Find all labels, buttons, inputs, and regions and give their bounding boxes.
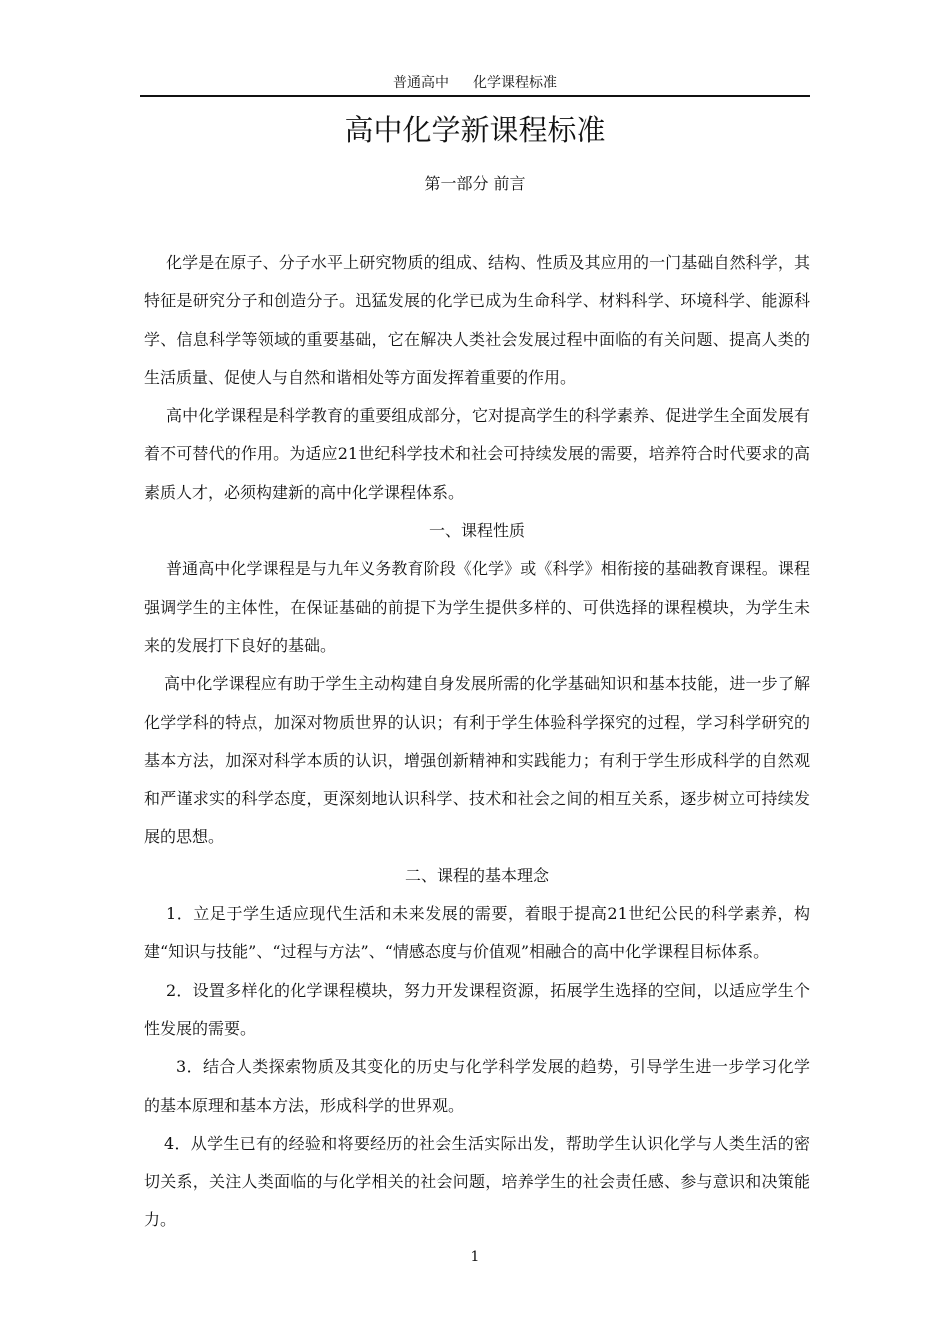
header-rule [140,95,810,97]
principle-item-2: 2．设置多样化的化学课程模块，努力开发课程资源，拓展学生选择的空间，以适应学生个性发展的需要。 [144,980,810,1038]
section-heading-1: 一、课程性质 [428,521,525,541]
running-header-left: 普通高中 [393,75,449,91]
intro-paragraph-1: 化学是在原子、分子水平上研究物质的组成、结构、性质及其应用的一门基础自然科学，其特征是研究分子和创造分子。迅猛发展的化学已成为生命科学、材料科学、环境科学、能源科学、信息科学等领域的重要基础，它在解决人类社会发展过程中面临的有关问题、提高人类的生活质量、促使人与自然和谐相处等方面发挥着重要的作用。 [144,253,810,387]
document-body [144,244,810,1240]
section-heading-2: 二、课程的基本理念 [404,865,549,885]
section1-paragraph-1: 普通高中化学课程是与九年义务教育阶段《化学》或《科学》相衔接的基础教育课程。课程强调学生的主体性，在保证基础的前提下为学生提供多样的、可供选择的课程模块，为学生未来的发展打下良好的基础。 [144,559,810,655]
principle-item-1: 1．立足于学生适应现代生活和未来发展的需要，着眼于提高21世纪公民的科学素养，构建“知识与技能”、“过程与方法”、“情感态度与价值观”相融合的高中化学课程目标体系。 [144,904,810,962]
page-number: 1 [470,1249,480,1265]
document-title: 高中化学新课程标准 [344,113,606,147]
part-title: 第一部分 前言 [424,174,526,193]
running-header-right: 化学课程标准 [473,75,557,91]
intro-paragraph-2: 高中化学课程是科学教育的重要组成部分，它对提高学生的科学素养、促进学生全面发展有着不可替代的作用。为适应21世纪科学技术和社会可持续发展的需要，培养符合时代要求的高素质人才，必须构建新的高中化学课程体系。 [144,406,810,502]
principle-item-4: 4．从学生已有的经验和将要经历的社会生活实际出发，帮助学生认识化学与人类生活的密切关系，关注人类面临的与化学相关的社会问题，培养学生的社会责任感、参与意识和决策能力。 [144,1133,810,1230]
principle-item-3: 3．结合人类探索物质及其变化的历史与化学科学发展的趋势，引导学生进一步学习化学的基本原理和基本方法，形成科学的世界观。 [144,1057,810,1115]
running-header [140,74,810,92]
section1-paragraph-2: 高中化学课程应有助于学生主动构建自身发展所需的化学基础知识和基本技能，进一步了解化学学科的特点，加深对物质世界的认识；有利于学生体验科学探究的过程，学习科学研究的基本方法，加深对科学本质的认识，增强创新精神和实践能力；有利于学生形成科学的自然观和严谨求实的科学态度，更深刻地认识科学、技术和社会之间的相互关系，逐步树立可持续发展的思想。 [144,674,810,847]
